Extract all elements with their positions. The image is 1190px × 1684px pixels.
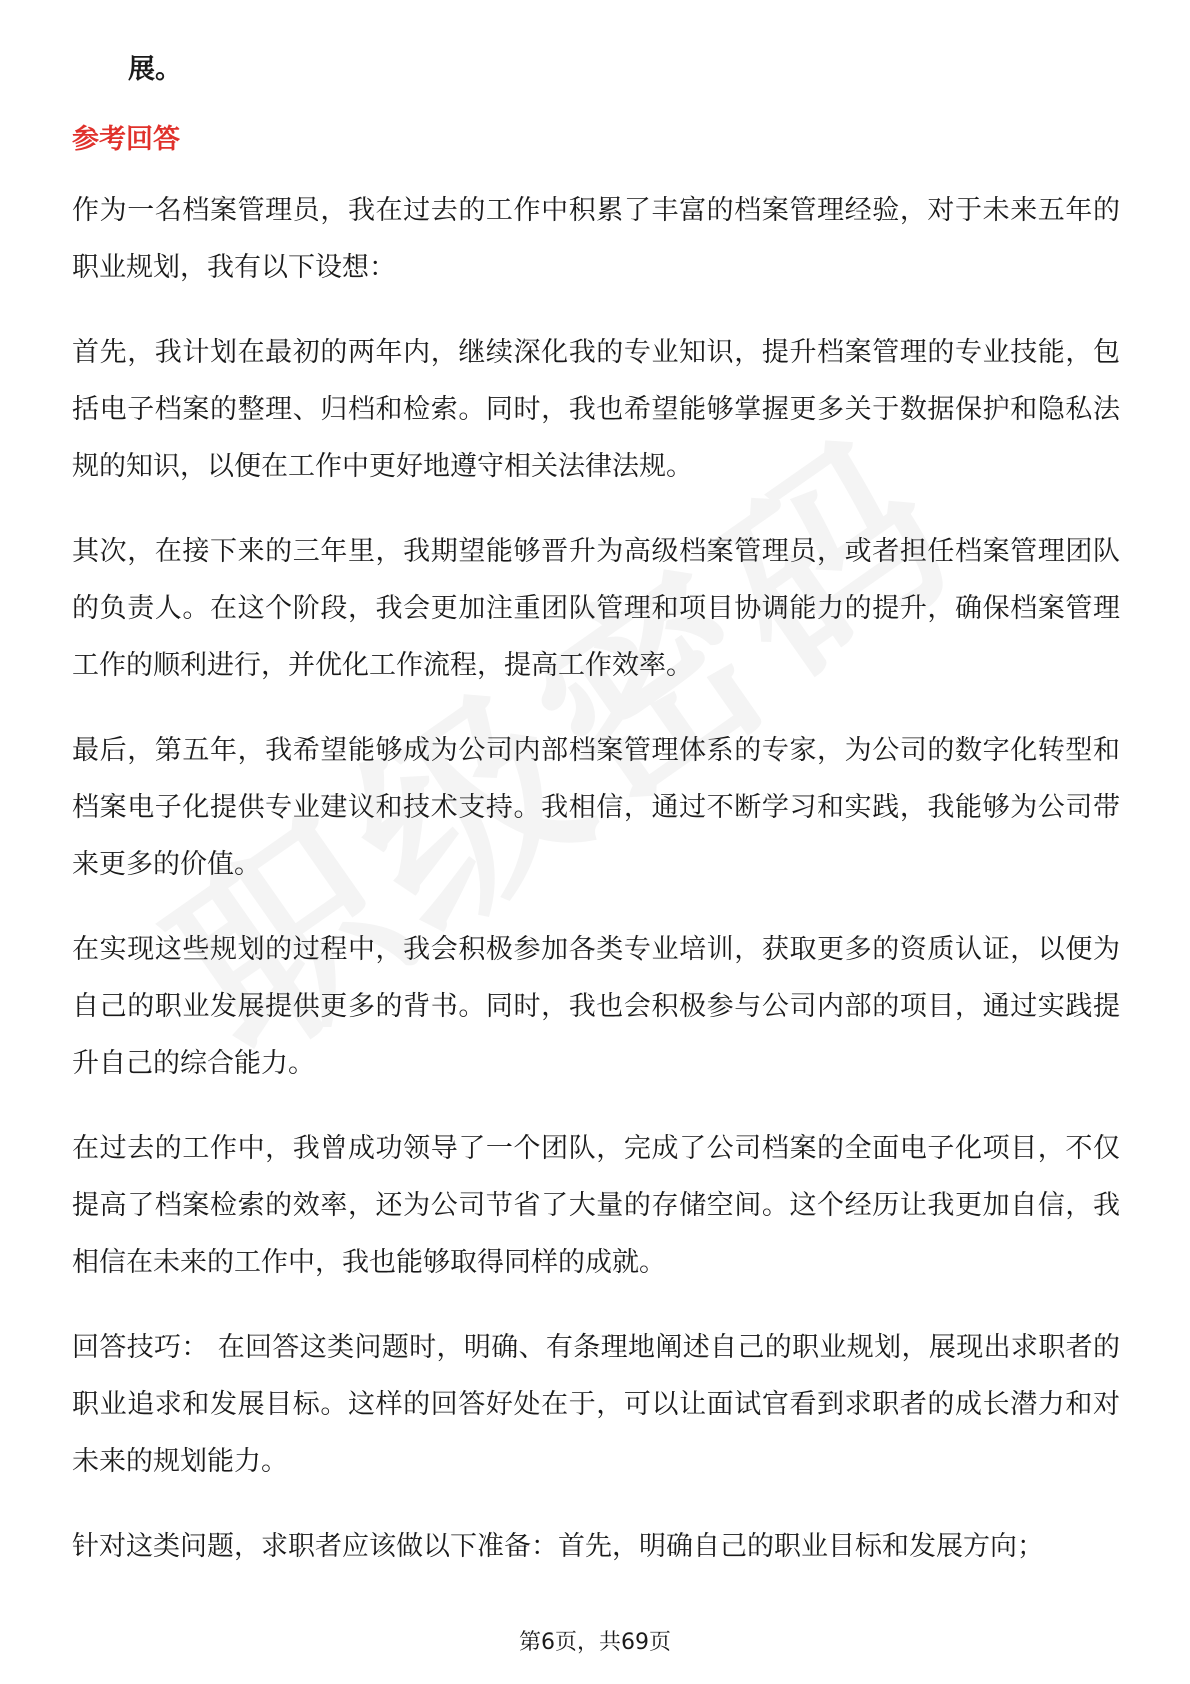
paragraph-preparation: 针对这类问题，求职者应该做以下准备：首先，明确自己的职业目标和发展方向； [72,1531,1044,1562]
paragraph-tips: 回答技巧： 在回答这类问题时，明确、有条理地阐述自己的职业规划，展现出求职者的职业追求和发展目标。这样的回答好处在于，可以让面试官看到求职者的成长潜力和对未来的规划能力。 [72,1332,1120,1477]
page-content [72,48,1120,1603]
section-heading: 参考回答 [72,124,180,155]
paragraph-implementation: 在实现这些规划的过程中，我会积极参加各类专业培训，获取更多的资质认证，以便为自己的职业发展提供更多的背书。同时，我也会积极参与公司内部的项目，通过实践提升自己的综合能力。 [72,934,1120,1079]
paragraph-last: 最后，第五年，我希望能够成为公司内部档案管理体系的专家，为公司的数字化转型和档案电子化提供专业建议和技术支持。我相信，通过不断学习和实践，我能够为公司带来更多的价值。 [72,735,1120,880]
paragraph-intro: 作为一名档案管理员，我在过去的工作中积累了丰富的档案管理经验，对于未来五年的职业规划，我有以下设想： [72,195,1120,283]
paragraph-second: 其次，在接下来的三年里，我期望能够晋升为高级档案管理员，或者担任档案管理团队的负责人。在这个阶段，我会更加注重团队管理和项目协调能力的提升，确保档案管理工作的顺利进行，并优化工作流程，提高工作效率。 [72,536,1120,681]
paragraph-experience: 在过去的工作中，我曾成功领导了一个团队，完成了公司档案的全面电子化项目，不仅提高了档案检索的效率，还为公司节省了大量的存储空间。这个经历让我更加自信，我相信在未来的工作中，我也能够取得同样的成就。 [72,1133,1120,1278]
page-number: 第6页，共69页 [519,1630,671,1655]
continuation-text: 展。 [128,54,182,85]
paragraph-first: 首先，我计划在最初的两年内，继续深化我的专业知识，提升档案管理的专业技能，包括电子档案的整理、归档和检索。同时，我也希望能够掌握更多关于数据保护和隐私法规的知识，以便在工作中更好地遵守相关法律法规。 [72,337,1120,482]
